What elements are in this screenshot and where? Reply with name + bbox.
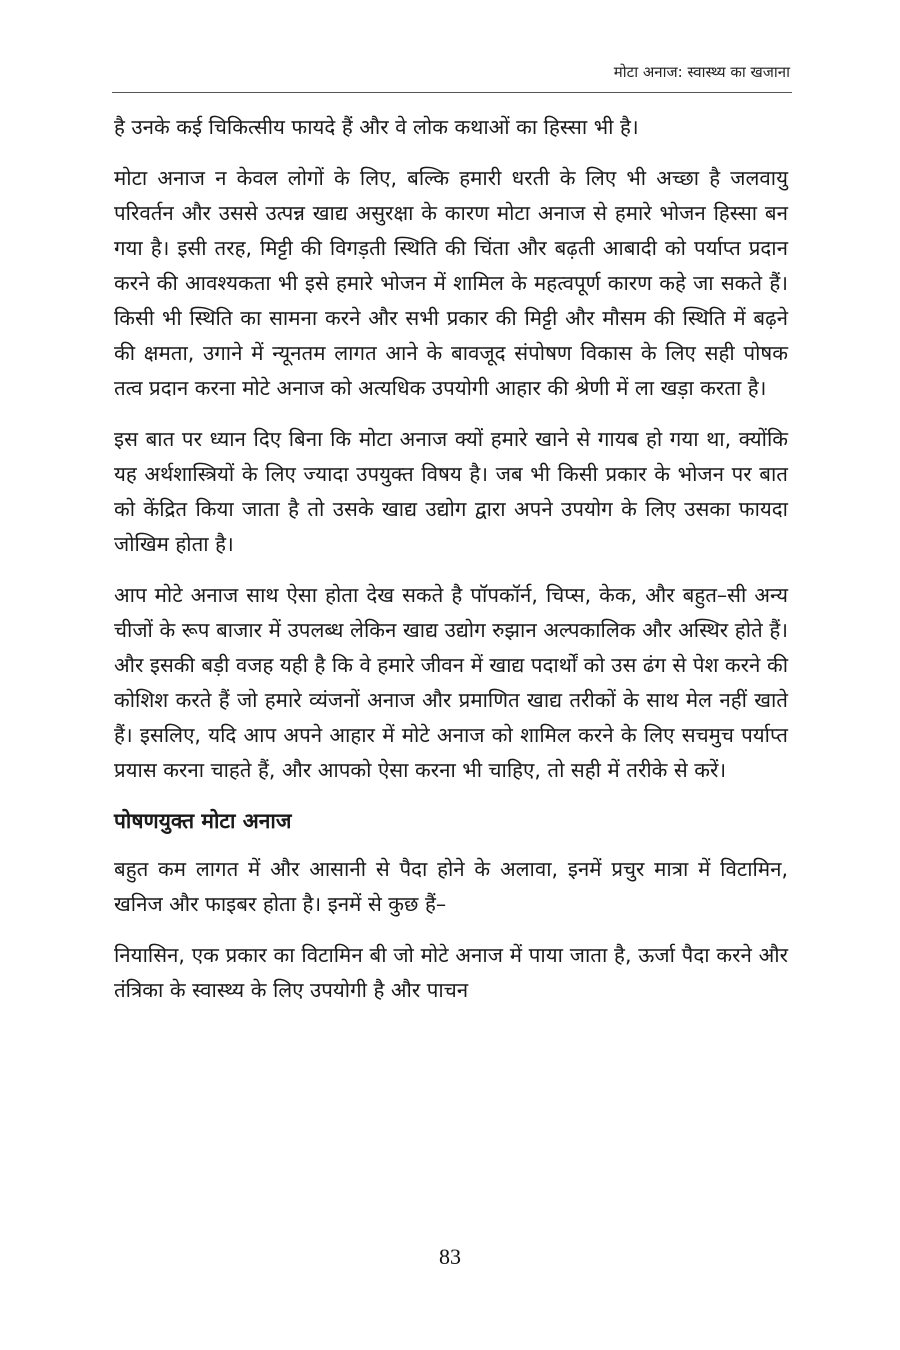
body-paragraph-3: इस बात पर ध्यान दिए बिना कि मोटा अनाज क्यों हमारे खाने से गायब हो गया था, क्योंकि यह अर्थशास्त्रियों के लिए ज्यादा उपयुक्त विषय है। जब भी किसी प्रकार के भोजन पर बात को केंद्रित किया जाता है तो उसके खाद्य उद्योग द्वारा अपने उपयोग के लिए उसका फायदा जोखिम होता है। [114,427,788,556]
body-paragraph-4: आप मोटे अनाज साथ ऐसा होता देख सकते है पॉपकॉर्न, चिप्स, केक, और बहुत–सी अन्य चीजों के रूप बाजार में उपलब्ध लेकिन खाद्य उद्योग रुझान अल्पकालिक और अस्थिर होते हैं। और इसकी बड़ी वजह यही है कि वे हमारे जीवन में खाद्य पदार्थों को उस ढंग से पेश करने की कोशिश करते हैं जो हमारे व्यंजनों अनाज और प्रमाणित खाद्य तरीकों के साथ मेल नहीं खाते हैं। इसलिए, यदि आप अपने आहार में मोटे अनाज को शामिल करने के लिए सचमुच पर्याप्त प्रयास करना चाहते हैं, और आपको ऐसा करना भी चाहिए, तो सही में तरीके से करें। [114,583,789,782]
section-paragraph-1: बहुत कम लागत में और आसानी से पैदा होने के अलावा, इनमें प्रचुर मात्रा में विटामिन, खनिज और फाइबर होता है। इनमें से कुछ हैं– [114,857,788,916]
section-paragraph-2: नियासिन, एक प्रकार का विटामिन बी जो मोटे अनाज में पाया जाता है, ऊर्जा पैदा करने और तंत्रिका के स्वास्थ्य के लिए उपयोगी है और पाचन [114,943,788,1002]
header-divider [112,92,792,93]
body-paragraph-1: है उनके कई चिकित्सीय फायदे हैं और वे लोक कथाओं का हिस्सा भी है। [114,115,639,139]
body-paragraph-2: मोटा अनाज न केवल लोगों के लिए, बल्कि हमारी धरती के लिए भी अच्छा है जलवायु परिवर्तन और उससे उत्पन्न खाद्य असुरक्षा के कारण मोटा अनाज से हमारे भोजन हिस्सा बन गया है। इसी तरह, मिट्टी की विगड़ती स्थिति की चिंता और बढ़ती आबादी को पर्याप्त प्रदान करने की आवश्यकता भी इसे हमारे भोजन में शामिल के महत्वपूर्ण कारण कहे जा सकते हैं। किसी भी स्थिति का सामना करने और सभी प्रकार की मिट्टी और मौसम की स्थिति में बढ़ने की क्षमता, उगाने में न्यूनतम लागत आने के बावजूद संपोषण विकास के लिए सही पोषक तत्व प्रदान करना मोटे अनाज को अत्यधिक उपयोगी आहार की श्रेणी में ला खड़ा करता है। [114,166,788,400]
page-number: 83 [439,1244,461,1269]
page-body [114,110,788,1024]
section-heading: पोषणयुक्त मोटा अनाज [114,809,292,833]
running-header-title: मोटा अनाज: स्वास्थ्य का खजाना [613,63,790,81]
